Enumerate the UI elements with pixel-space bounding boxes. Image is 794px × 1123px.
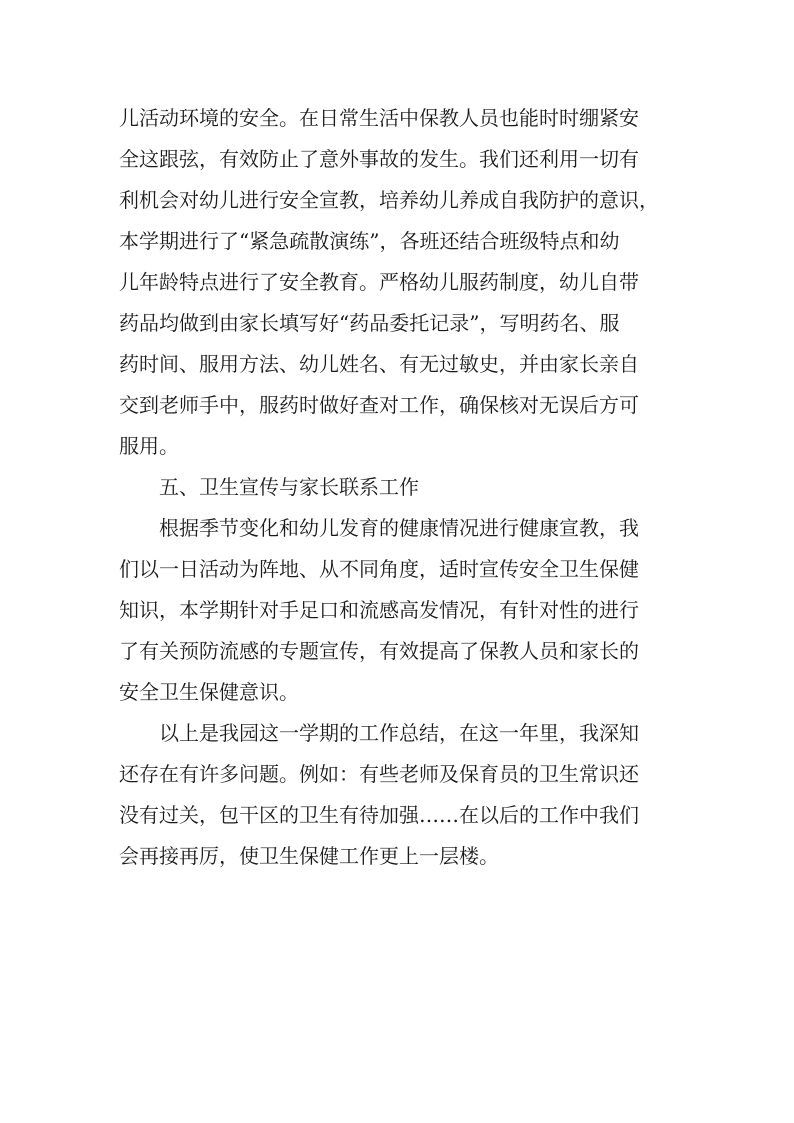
text-line: 会再接再厉，使卫生保健工作更上一层楼。	[119, 844, 499, 868]
text-line: 药品均做到由家长填写好“药品委托记录”，写明药名、服	[119, 311, 620, 335]
text-line: 们以一日活动为阵地、从不同角度，适时宣传安全卫生保健	[119, 557, 639, 581]
text-line: 全这跟弦，有效防止了意外事故的发生。我们还利用一切有	[119, 147, 639, 171]
text-line: 知识，本学期针对手足口和流感高发情况，有针对性的进行	[119, 598, 639, 622]
text-line: 本学期进行了“紧急疏散演练”，各班还结合班级特点和幼	[119, 229, 620, 253]
text-line: 没有过关，包干区的卫生有待加强……在以后的工作中我们	[119, 803, 639, 827]
text-line: 安全卫生保健意识。	[119, 680, 299, 704]
body-text	[119, 98, 699, 877]
text-line: 儿年龄特点进行了安全教育。严格幼儿服药制度，幼儿自带	[119, 270, 639, 294]
text-line: 药时间、服用方法、幼儿姓名、有无过敏史，并由家长亲自	[119, 352, 639, 376]
text-line: 了有关预防流感的专题宣传，有效提高了保教人员和家长的	[119, 639, 639, 663]
text-line: 利机会对幼儿进行安全宣教，培养幼儿养成自我防护的意识，	[119, 188, 659, 212]
text-line: 交到老师手中，服药时做好查对工作，确保核对无误后方可	[119, 393, 639, 417]
paragraph-first-line: 以上是我园这一学期的工作总结，在这一年里，我深知	[159, 721, 639, 745]
text-line: 儿活动环境的安全。在日常生活中保教人员也能时时绷紧安	[119, 106, 639, 130]
text-line: 还存在有许多问题。例如：有些老师及保育员的卫生常识还	[119, 762, 639, 786]
paragraph-first-line: 根据季节变化和幼儿发育的健康情况进行健康宣教，我	[159, 516, 639, 540]
section-heading: 五、卫生宣传与家长联系工作	[159, 475, 419, 499]
text-line: 服用。	[119, 434, 179, 458]
